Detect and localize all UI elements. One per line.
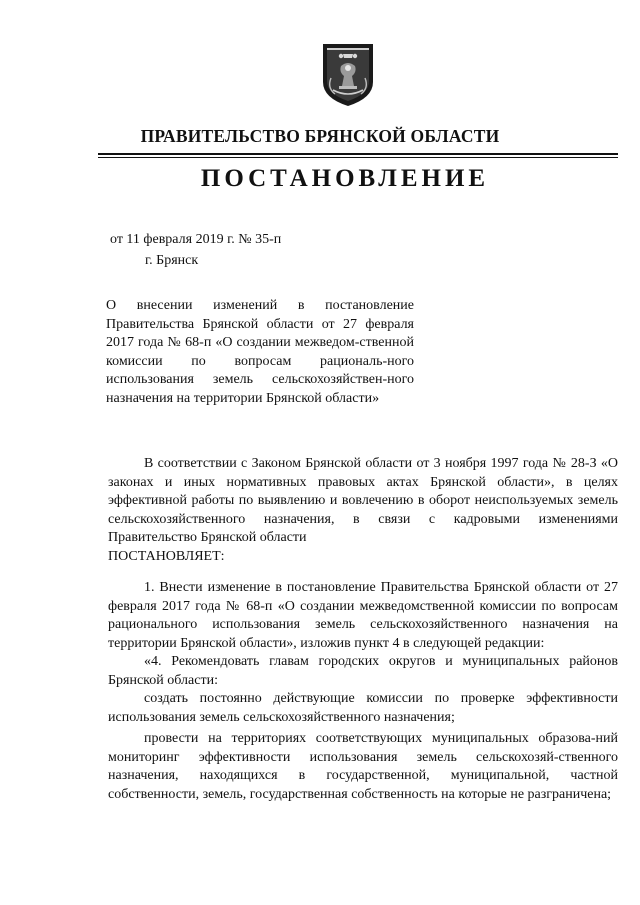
subitem-commissions: создать постоянно действующие комиссии по проверке эффективности использования земель сельскохозяйственного назначения; bbox=[108, 691, 618, 725]
organization-title: ПРАВИТЕЛЬСТВО БРЯНСКОЙ ОБЛАСТИ bbox=[140, 126, 500, 146]
item-1-paragraph: 1. Внести изменение в постановление Правительства Брянской области от 27 февраля 2017 года № 68-п «О создании межведомственной комиссии по вопросам рационального использования земель сельскохозяйственного назначения на территории Брянской области», изложив пункт 4 в следующей редакции: bbox=[108, 580, 618, 651]
header-rule-thin bbox=[98, 157, 618, 158]
coat-of-arms-icon bbox=[319, 38, 377, 108]
date-and-number: от 11 февраля 2019 г. № 35-п bbox=[110, 232, 282, 247]
preamble-paragraph: В соответствии с Законом Брянской области от 3 ноября 1997 года № 28-З «О законах и иных нормативных правовых актах Брянской области», в целях эффективной работы по выявлению и вовлечению в оборот неиспользуемых земель сельскохозяйственного назначения, в связи с кадровыми изменениями Правительство Брянской области bbox=[108, 456, 618, 545]
header-rule-thick bbox=[98, 153, 618, 155]
decree-word: ПОСТАНОВЛЯЕТ: bbox=[108, 548, 225, 564]
document-type-heading: ПОСТАНОВЛЕНИЕ bbox=[200, 165, 490, 192]
document-subject: О внесении изменений в постановление Правительства Брянской области от 27 февраля 2017 года № 68-п «О создании межведом-ственной комиссии по вопросам рациональ-ного использования земель сельскохозяйствен-ного назначения на территории Брянской области» bbox=[106, 298, 414, 406]
city-line: г. Брянск bbox=[145, 253, 199, 268]
subitem-monitoring: провести на территориях соответствующих муниципальных образова-ний мониторинг эффективности использования земель сельскохозяй-ственного назначения, находящихся в государственной, муниципальной, частной собственности, земель, государственная собственность на которые не разграничена; bbox=[108, 731, 618, 802]
item-4-paragraph: «4. Рекомендовать главам городских округов и муниципальных районов Брянской области: bbox=[108, 654, 618, 688]
document-body bbox=[108, 455, 618, 804]
